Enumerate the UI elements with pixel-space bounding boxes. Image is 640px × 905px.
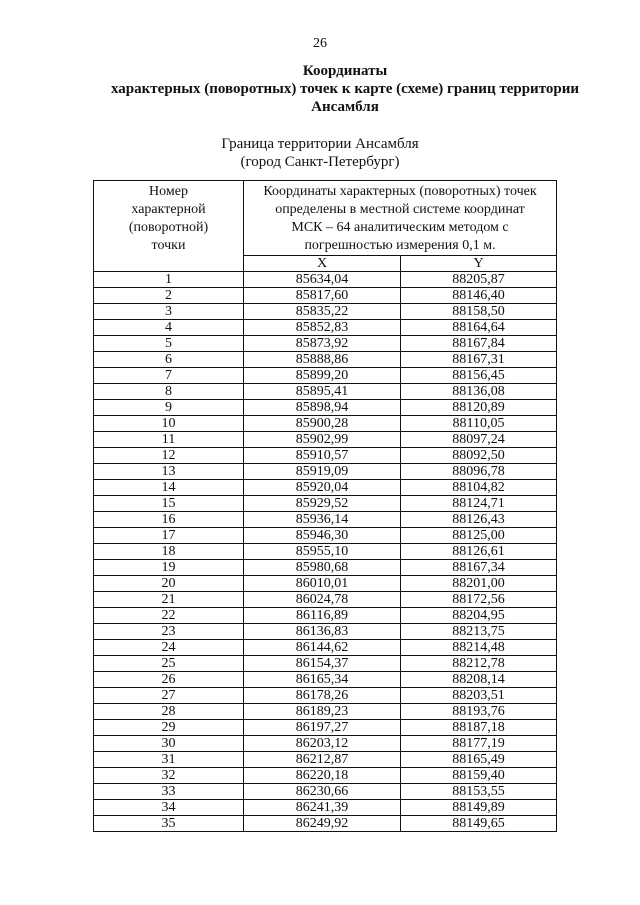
table-row [94, 480, 557, 496]
cell-point-number: 15 [94, 496, 244, 512]
cell-y: 88096,78 [401, 464, 557, 480]
cell-x: 85929,52 [244, 496, 401, 512]
header-coords-line: погрешностью измерения 0,1 м. [304, 238, 496, 253]
table-row [94, 800, 557, 816]
cell-y: 88158,50 [401, 304, 557, 320]
table-row [94, 576, 557, 592]
table-row [94, 352, 557, 368]
cell-point-number: 17 [94, 528, 244, 544]
cell-y: 88167,84 [401, 336, 557, 352]
cell-x: 86010,01 [244, 576, 401, 592]
cell-point-number: 18 [94, 544, 244, 560]
cell-point-number: 29 [94, 720, 244, 736]
cell-point-number: 25 [94, 656, 244, 672]
cell-y: 88126,61 [401, 544, 557, 560]
header-coords-line: МСК – 64 аналитическим методом с [291, 220, 509, 235]
table-row [94, 432, 557, 448]
table-row [94, 544, 557, 560]
table-row [94, 448, 557, 464]
cell-point-number: 30 [94, 736, 244, 752]
cell-point-number: 32 [94, 768, 244, 784]
cell-point-number: 3 [94, 304, 244, 320]
cell-point-number: 35 [94, 816, 244, 832]
header-point-number [94, 181, 244, 272]
cell-x: 85919,09 [244, 464, 401, 480]
table-row [94, 368, 557, 384]
cell-point-number: 23 [94, 624, 244, 640]
cell-x: 86249,92 [244, 816, 401, 832]
cell-x: 85946,30 [244, 528, 401, 544]
subtitle-line-2: (город Санкт-Петербург) [240, 154, 400, 170]
title-line-3: Ансамбля [311, 99, 379, 115]
cell-point-number: 11 [94, 432, 244, 448]
table-row [94, 736, 557, 752]
header-coords-line: определены в местной системе координат [275, 202, 525, 217]
table-row [94, 624, 557, 640]
table-row [94, 400, 557, 416]
cell-y: 88146,40 [401, 288, 557, 304]
cell-x: 85936,14 [244, 512, 401, 528]
table-row [94, 768, 557, 784]
cell-y: 88193,76 [401, 704, 557, 720]
table-row [94, 656, 557, 672]
cell-x: 85980,68 [244, 560, 401, 576]
cell-y: 88149,89 [401, 800, 557, 816]
cell-x: 86197,27 [244, 720, 401, 736]
table-row [94, 720, 557, 736]
table-row [94, 496, 557, 512]
cell-y: 88203,51 [401, 688, 557, 704]
cell-point-number: 14 [94, 480, 244, 496]
table-row [94, 640, 557, 656]
table-row [94, 272, 557, 288]
cell-point-number: 4 [94, 320, 244, 336]
cell-x: 86165,34 [244, 672, 401, 688]
table-row [94, 816, 557, 832]
header-coordinates [244, 181, 557, 256]
table-row [94, 464, 557, 480]
cell-y: 88149,65 [401, 816, 557, 832]
cell-y: 88120,89 [401, 400, 557, 416]
cell-x: 85852,83 [244, 320, 401, 336]
cell-point-number: 9 [94, 400, 244, 416]
cell-x: 86203,12 [244, 736, 401, 752]
cell-x: 85895,41 [244, 384, 401, 400]
cell-y: 88156,45 [401, 368, 557, 384]
table-row [94, 288, 557, 304]
cell-point-number: 6 [94, 352, 244, 368]
header-point-line: точки [151, 238, 186, 253]
cell-x: 86220,18 [244, 768, 401, 784]
cell-y: 88097,24 [401, 432, 557, 448]
table-row [94, 784, 557, 800]
table-row [94, 704, 557, 720]
cell-point-number: 1 [94, 272, 244, 288]
cell-x: 85920,04 [244, 480, 401, 496]
table-row [94, 592, 557, 608]
cell-y: 88187,18 [401, 720, 557, 736]
cell-y: 88104,82 [401, 480, 557, 496]
cell-point-number: 21 [94, 592, 244, 608]
cell-y: 88204,95 [401, 608, 557, 624]
cell-point-number: 8 [94, 384, 244, 400]
cell-point-number: 31 [94, 752, 244, 768]
table-row [94, 608, 557, 624]
cell-x: 85900,28 [244, 416, 401, 432]
cell-point-number: 33 [94, 784, 244, 800]
cell-x: 85910,57 [244, 448, 401, 464]
cell-point-number: 24 [94, 640, 244, 656]
header-y: Y [401, 256, 557, 272]
header-point-line: Номер [149, 184, 188, 199]
cell-y: 88208,14 [401, 672, 557, 688]
cell-x: 85955,10 [244, 544, 401, 560]
cell-x: 85888,86 [244, 352, 401, 368]
subtitle-line-1: Граница территории Ансамбля [221, 136, 419, 152]
header-point-line: (поворотной) [128, 220, 209, 235]
cell-point-number: 34 [94, 800, 244, 816]
document-subtitle [200, 135, 440, 171]
cell-x: 85873,92 [244, 336, 401, 352]
table-row [94, 336, 557, 352]
cell-point-number: 20 [94, 576, 244, 592]
cell-point-number: 22 [94, 608, 244, 624]
header-coords-line: Координаты характерных (поворотных) точек [263, 184, 537, 199]
cell-y: 88212,78 [401, 656, 557, 672]
header-x: X [244, 256, 401, 272]
cell-point-number: 26 [94, 672, 244, 688]
page-number: 26 [313, 36, 327, 51]
cell-point-number: 16 [94, 512, 244, 528]
table-row [94, 672, 557, 688]
cell-y: 88125,00 [401, 528, 557, 544]
cell-x: 85902,99 [244, 432, 401, 448]
cell-x: 86189,23 [244, 704, 401, 720]
cell-point-number: 28 [94, 704, 244, 720]
cell-y: 88213,75 [401, 624, 557, 640]
table-row [94, 512, 557, 528]
cell-point-number: 10 [94, 416, 244, 432]
cell-point-number: 5 [94, 336, 244, 352]
cell-x: 85899,20 [244, 368, 401, 384]
cell-point-number: 2 [94, 288, 244, 304]
cell-x: 86212,87 [244, 752, 401, 768]
title-line-2: характерных (поворотных) точек к карте (схеме) границ территории [111, 81, 579, 97]
table-row [94, 304, 557, 320]
cell-x: 85817,60 [244, 288, 401, 304]
table-row [94, 752, 557, 768]
cell-y: 88159,40 [401, 768, 557, 784]
cell-x: 86144,62 [244, 640, 401, 656]
document-title [80, 62, 610, 116]
cell-x: 86116,89 [244, 608, 401, 624]
cell-y: 88110,05 [401, 416, 557, 432]
table-row [94, 688, 557, 704]
cell-y: 88177,19 [401, 736, 557, 752]
cell-point-number: 27 [94, 688, 244, 704]
cell-x: 86136,83 [244, 624, 401, 640]
cell-y: 88124,71 [401, 496, 557, 512]
table-row [94, 384, 557, 400]
cell-x: 86024,78 [244, 592, 401, 608]
cell-y: 88092,50 [401, 448, 557, 464]
cell-y: 88136,08 [401, 384, 557, 400]
cell-point-number: 13 [94, 464, 244, 480]
cell-x: 85898,94 [244, 400, 401, 416]
cell-y: 88167,34 [401, 560, 557, 576]
cell-y: 88153,55 [401, 784, 557, 800]
cell-x: 86154,37 [244, 656, 401, 672]
header-point-line: характерной [131, 202, 206, 217]
table-row [94, 320, 557, 336]
table-row [94, 416, 557, 432]
coordinates-table [93, 180, 557, 832]
cell-y: 88205,87 [401, 272, 557, 288]
cell-x: 86230,66 [244, 784, 401, 800]
cell-point-number: 19 [94, 560, 244, 576]
cell-x: 86178,26 [244, 688, 401, 704]
cell-y: 88172,56 [401, 592, 557, 608]
table-row [94, 560, 557, 576]
cell-y: 88167,31 [401, 352, 557, 368]
cell-y: 88201,00 [401, 576, 557, 592]
cell-y: 88165,49 [401, 752, 557, 768]
cell-y: 88214,48 [401, 640, 557, 656]
cell-x: 85835,22 [244, 304, 401, 320]
cell-x: 86241,39 [244, 800, 401, 816]
cell-x: 85634,04 [244, 272, 401, 288]
cell-point-number: 7 [94, 368, 244, 384]
cell-y: 88126,43 [401, 512, 557, 528]
title-line-1: Координаты [302, 63, 388, 79]
cell-y: 88164,64 [401, 320, 557, 336]
cell-point-number: 12 [94, 448, 244, 464]
table-row [94, 528, 557, 544]
